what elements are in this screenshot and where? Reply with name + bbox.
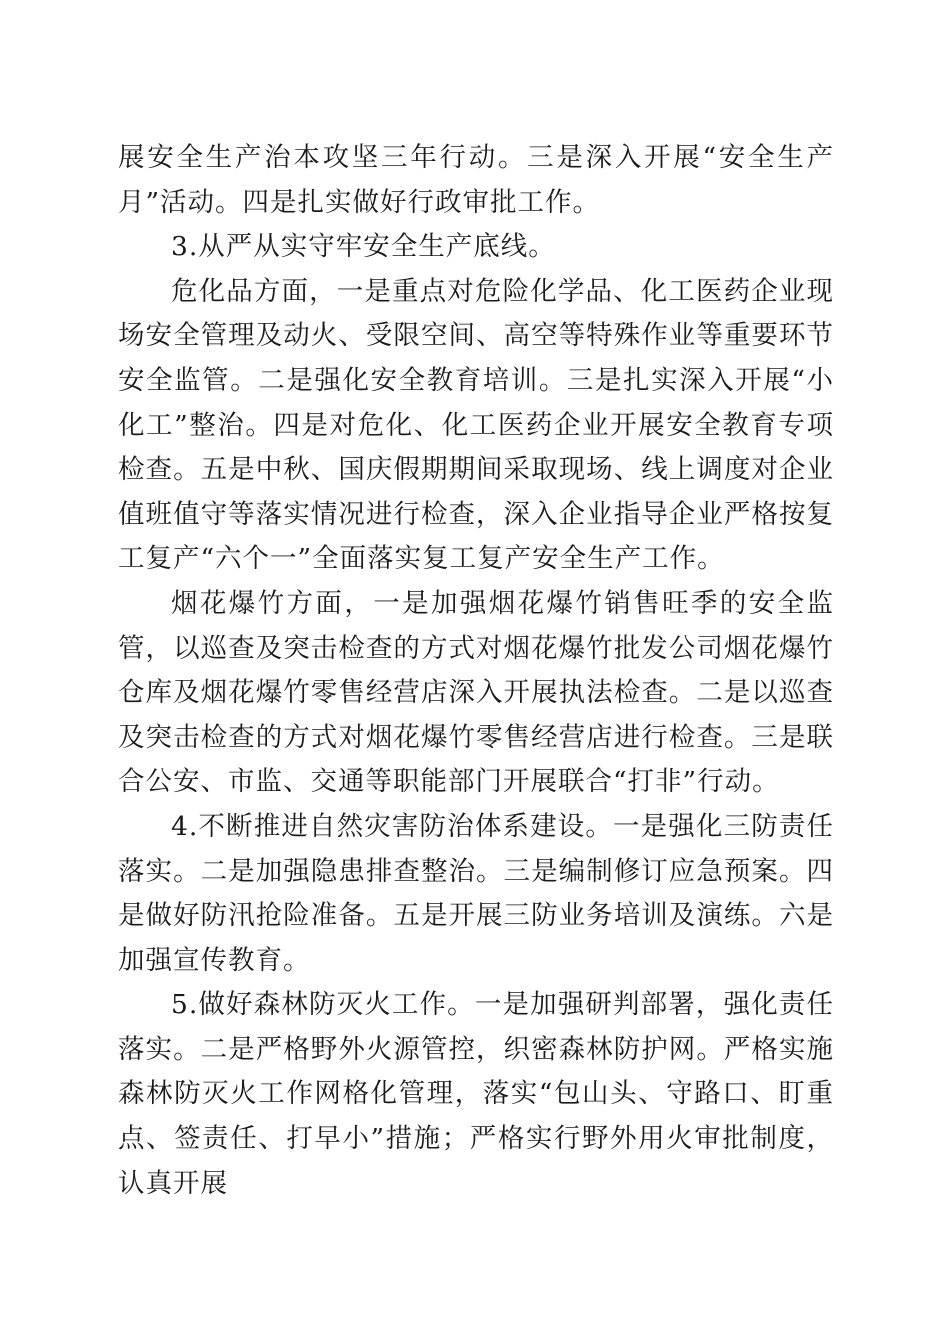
document-body xyxy=(118,136,834,1206)
paragraph-forest-fire: 5.做好森林防灭火工作。一是加强研判部署，强化责任落实。二是严格野外火源管控，织密森林防护网。严格实施森林防灭火工作网格化管理，落实“包山头、守路口、盯重点、签责任、打早小”措施；严格实行野外用火审批制度，认真开展 xyxy=(118,989,834,1199)
section-heading-3: 3.从严从实守牢安全生产底线。 xyxy=(171,231,556,263)
paragraph-hazardous-chemicals: 危化品方面，一是重点对危险化学品、化工医药企业现场安全管理及动火、受限空间、高空等特殊作业等重要环节安全监管。二是强化安全教育培训。三是扎实深入开展“小化工”整治。四是对危化、化工医药企业开展安全教育专项检查。五是中秋、国庆假期期间采取现场、线上调度对企业值班值守等落实情况进行检查，深入企业指导企业严格按复工复产“六个一”全面落实复工复产安全生产工作。 xyxy=(118,275,834,575)
paragraph-continuation: 展安全生产治本攻坚三年行动。三是深入开展“安全生产月”活动。四是扎实做好行政审批工作。 xyxy=(118,142,834,218)
paragraph-fireworks: 烟花爆竹方面，一是加强烟花爆竹销售旺季的安全监管，以巡查及突击检查的方式对烟花爆竹批发公司烟花爆竹仓库及烟花爆竹零售经营店深入开展执法检查。二是以巡查及突击检查的方式对烟花爆竹零售经营店进行检查。三是联合公安、市监、交通等职能部门开展联合“打非”行动。 xyxy=(118,587,834,798)
paragraph-natural-disaster: 4.不断推进自然灾害防治体系建设。一是强化三防责任落实。二是加强隐患排查整治。三是编制修订应急预案。四是做好防汛抢险准备。五是开展三防业务培训及演练。六是加强宣传教育。 xyxy=(118,810,834,976)
